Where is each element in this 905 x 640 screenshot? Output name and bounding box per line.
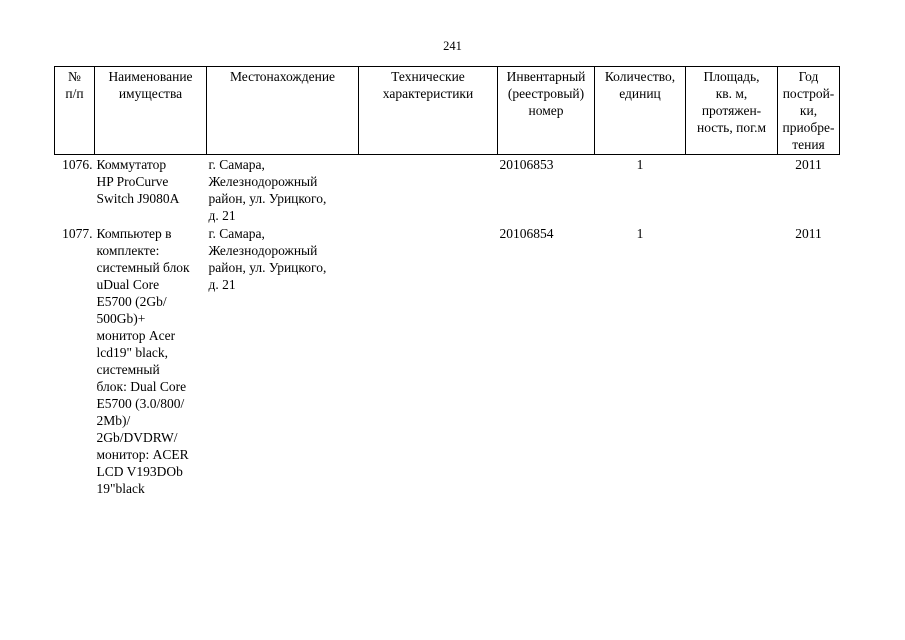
quantity: 1: [636, 157, 644, 172]
row-number: 1076.: [62, 157, 93, 172]
area: [686, 155, 778, 225]
column-header-area: Площадь, кв. м, протяжен- ность, пог.м: [686, 67, 778, 155]
year: 2011: [795, 226, 822, 241]
column-header-inventory: Инвентарный (реестровый) номер: [498, 67, 595, 155]
column-header-specs: Технические характеристики: [359, 67, 498, 155]
year: 2011: [795, 157, 822, 172]
column-header-location: Местонахождение: [207, 67, 359, 155]
column-header-quantity: Количество, единиц: [595, 67, 686, 155]
inventory-number: 20106853: [499, 157, 554, 172]
inventory-number: 20106854: [499, 226, 554, 241]
row-number: 1077.: [62, 226, 93, 241]
property-specs: [359, 224, 498, 497]
page-number: 241: [443, 39, 462, 53]
table-row: [55, 224, 840, 497]
property-specs: [359, 155, 498, 225]
property-name: Коммутатор HP ProCurve Switch J9080A: [96, 157, 180, 206]
area: [686, 224, 778, 497]
property-registry-table: [54, 66, 840, 497]
table-row: [55, 155, 840, 225]
column-header-name: Наименование имущества: [95, 67, 207, 155]
property-location: г. Самара, Железнодорожный район, ул. Урицкого, д. 21: [208, 226, 327, 292]
table-header-row: [55, 67, 840, 155]
quantity: 1: [636, 226, 644, 241]
column-header-number: № п/п: [55, 67, 95, 155]
property-name: Компьютер в комплекте: системный блок uDual Core E5700 (2Gb/ 500Gb)+ монитор Acer lcd19" black, системный блок: Dual Core E5700 (3.0/800/ 2Mb)/ 2Gb/DVDRW/ монитор: ACER LCD V193DOb 19"black: [96, 226, 190, 496]
property-location: г. Самара, Железнодорожный район, ул. Урицкого, д. 21: [208, 157, 327, 223]
column-header-year: Год построй- ки, приобре- тения: [778, 67, 840, 155]
